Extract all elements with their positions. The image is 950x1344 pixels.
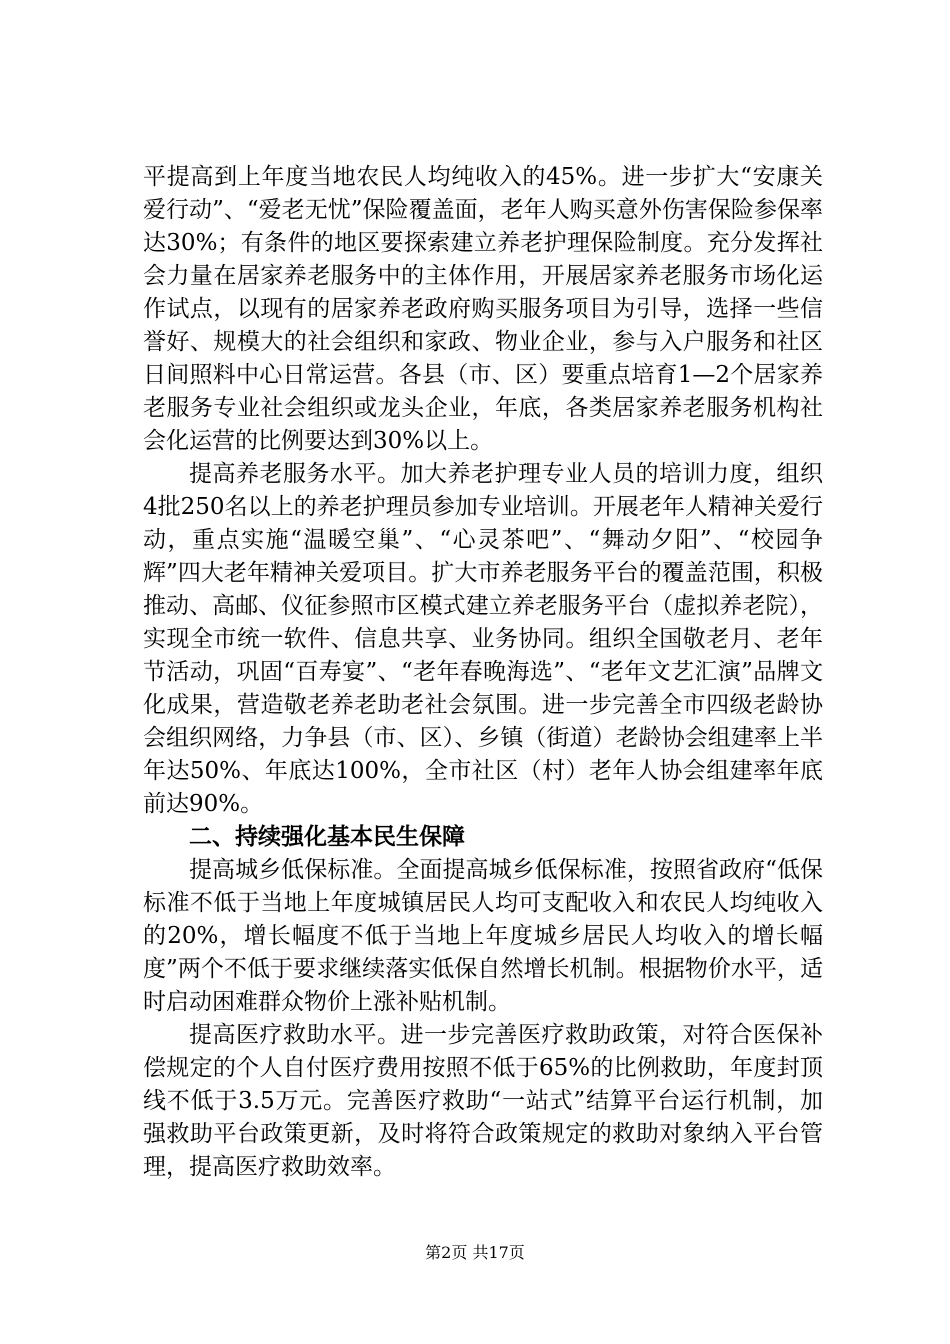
- paragraph-medical-assistance: 提高医疗救助水平。进一步完善医疗救助政策，对符合医保补偿规定的个人自付医疗费用按照不低于65%的比例救助，年度封顶线不低于3.5万元。完善医疗救助“一站式”结算平台运行机制，加强救助平台政策更新，及时将符合政策规定的救助对象纳入平台管理，提高医疗救助效率。: [143, 1022, 823, 1180]
- page-number-footer: 第2页 共17页: [425, 1243, 525, 1262]
- section-heading: 二、持续强化基本民生保障: [189, 824, 465, 850]
- paragraph-subsistence-allowance: 提高城乡低保标准。全面提高城乡低保标准，按照省政府“低保标准不低于当地上年度城镇居民人均可支配收入和农民人均纯收入的20%，增长幅度不低于当地上年度城乡居民人均收入的增长幅度”两个不低于要求继续落实低保自然增长机制。根据物价水平，适时启动困难群众物价上涨补贴机制。: [143, 857, 823, 1015]
- paragraph-elderly-service-level: 提高养老服务水平。加大养老护理专业人员的培训力度，组织4批250名以上的养老护理员参加专业培训。开展老年人精神关爱行动，重点实施“温暖空巢”、“心灵茶吧”、“舞动夕阳”、“校园争辉”四大老年精神关爱项目。扩大市养老服务平台的覆盖范围，积极推动、高邮、仪征参照市区模式建立养老服务平台（虚拟养老院），实现全市统一软件、信息共享、业务协同。组织全国敬老月、老年节活动，巩固“百寿宴”、“老年春晚海选”、“老年文艺汇演”品牌文化成果，营造敬老养老助老社会氛围。进一步完善全市四级老龄协会组织网络，力争县（市、区）、乡镇（街道）老龄协会组建率上半年达50%、年底达100%，全市社区（村）老年人协会组建率年底前达90%。: [143, 461, 823, 817]
- paragraph-continuation: 平提高到上年度当地农民人均纯收入的45%。进一步扩大“安康关爱行动”、“爱老无忧”保险覆盖面，老年人购买意外伤害保险参保率达30%；有条件的地区要探索建立养老护理保险制度。充分发挥社会力量在居家养老服务中的主体作用，开展居家养老服务市场化运作试点，以现有的居家养老政府购买服务项目为引导，选择一些信誉好、规模大的社会组织和家政、物业企业，参与入户服务和社区日间照料中心日常运营。各县（市、区）要重点培育1—2个居家养老服务专业社会组织或龙头企业，年底，各类居家养老服务机构社会化运营的比例要达到30%以上。: [143, 164, 823, 454]
- document-body: [143, 161, 823, 1184]
